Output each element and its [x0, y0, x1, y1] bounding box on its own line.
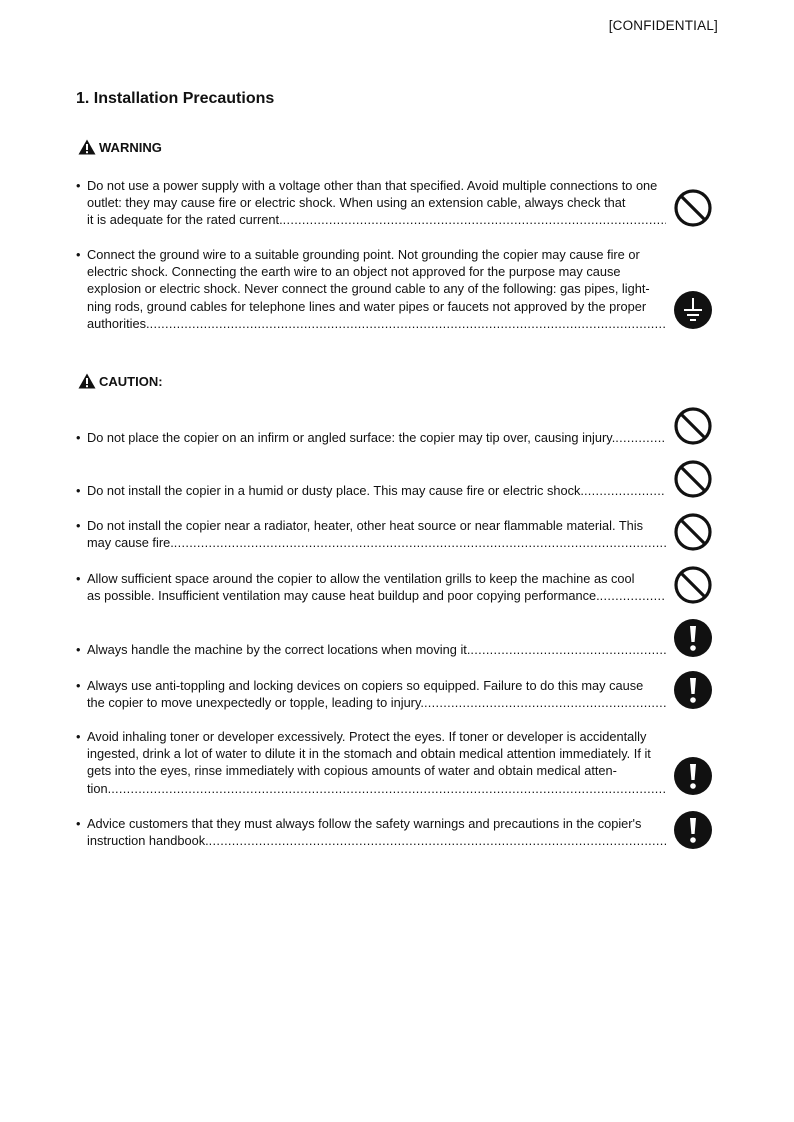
caution-item-7-body: Avoid inhaling toner or developer excessively. Protect the eyes. If toner or developer is accidentally ingested, drink a lot of water to dilute it in the stomach and obtain medical attention immediately. If it gets into the eyes, rinse immediately with copious amounts of water and obtain medical atten- [87, 729, 651, 779]
warning-item-1-last: it is adequate for the rated current. [87, 212, 283, 228]
leader-dots [150, 315, 666, 332]
caution-item-3-body: Do not install the copier near a radiator, heater, other heat source or near flammable material. This [87, 518, 644, 533]
caution-item-1-text: Do not place the copier on an infirm or angled surface: the copier may tip over, causing injury. [87, 430, 616, 445]
prohibition-icon [673, 512, 713, 552]
warning-triangle-icon [78, 139, 96, 155]
prohibition-icon [673, 406, 713, 446]
caution-item-7-last: tion. [87, 780, 112, 796]
section-title: 1. Installation Precautions [76, 90, 275, 107]
leader-dots [615, 429, 666, 446]
caution-item-2-text: Do not install the copier in a humid or dusty place. This may cause fire or electric shock. [87, 483, 584, 498]
caution-item-8-body: Advice customers that they must always follow the safety warnings and precautions in the copier's [87, 816, 642, 831]
bullet: • [76, 678, 81, 693]
bullet: • [76, 430, 81, 445]
mandatory-action-icon [673, 618, 713, 658]
ground-icon [673, 290, 713, 330]
header-confidential: [CONFIDENTIAL] [608, 18, 718, 33]
prohibition-icon [673, 565, 713, 605]
warning-item-2-body: Connect the ground wire to a suitable grounding point. Not grounding the copier may cause fire or electric shock. Connecting the earth wire to an object not approved for the purpose may cause explosion or electric shock. Never connect the ground cable to any of the following: gas pipes, light-ning rods, ground cables for telephone lines and water pipes or faucets not approved by the proper [87, 247, 650, 314]
caution-heading-label: CAUTION: [99, 373, 163, 389]
bullet: • [76, 729, 81, 744]
leader-dots [209, 832, 666, 849]
prohibition-icon [673, 188, 713, 228]
warning-heading [78, 139, 162, 155]
bullet: • [76, 178, 81, 193]
mandatory-action-icon [673, 756, 713, 796]
caution-item-5 [76, 641, 666, 658]
leader-dots [174, 534, 666, 551]
caution-item-3 [76, 517, 666, 551]
caution-heading [78, 373, 163, 389]
warning-item-2-last: authorities. [87, 315, 150, 331]
leader-dots [424, 694, 666, 711]
bullet: • [76, 247, 81, 262]
caution-item-6-body: Always use anti-toppling and locking devices on copiers so equipped. Failure to do this may cause [87, 678, 644, 693]
leader-dots [584, 482, 666, 499]
caution-item-4-last: as possible. Insufficient ventilation may cause heat buildup and poor copying performance. [87, 588, 600, 604]
caution-triangle-icon [78, 373, 96, 389]
caution-item-8-last: instruction handbook. [87, 833, 209, 849]
caution-item-7 [76, 728, 666, 797]
mandatory-action-icon [673, 670, 713, 710]
caution-item-4-body: Allow sufficient space around the copier to allow the ventilation grills to keep the machine as cool [87, 571, 635, 586]
warning-heading-label: WARNING [99, 139, 162, 155]
bullet: • [76, 483, 81, 498]
caution-item-2 [76, 482, 666, 499]
leader-dots [283, 211, 666, 228]
bullet: • [76, 642, 81, 657]
caution-item-6 [76, 677, 666, 711]
caution-item-1 [76, 429, 666, 446]
caution-item-3-last: may cause fire. [87, 535, 174, 551]
bullet: • [76, 816, 81, 831]
leader-dots [600, 587, 666, 604]
prohibition-icon [673, 459, 713, 499]
warning-item-1 [76, 177, 666, 229]
warning-item-2 [76, 246, 666, 332]
bullet: • [76, 571, 81, 586]
warning-item-1-body: Do not use a power supply with a voltage other than that specified. Avoid multiple connections to one outlet: they may cause fire or electric shock. When using an extension cable, always check that [87, 178, 658, 211]
caution-item-8 [76, 815, 666, 849]
bullet: • [76, 518, 81, 533]
leader-dots [111, 780, 666, 797]
mandatory-action-icon [673, 810, 713, 850]
caution-item-6-last: the copier to move unexpectedly or topple, leading to injury. [87, 695, 424, 711]
leader-dots [470, 641, 666, 658]
caution-item-5-text: Always handle the machine by the correct locations when moving it. [87, 642, 471, 657]
caution-item-4 [76, 570, 666, 604]
